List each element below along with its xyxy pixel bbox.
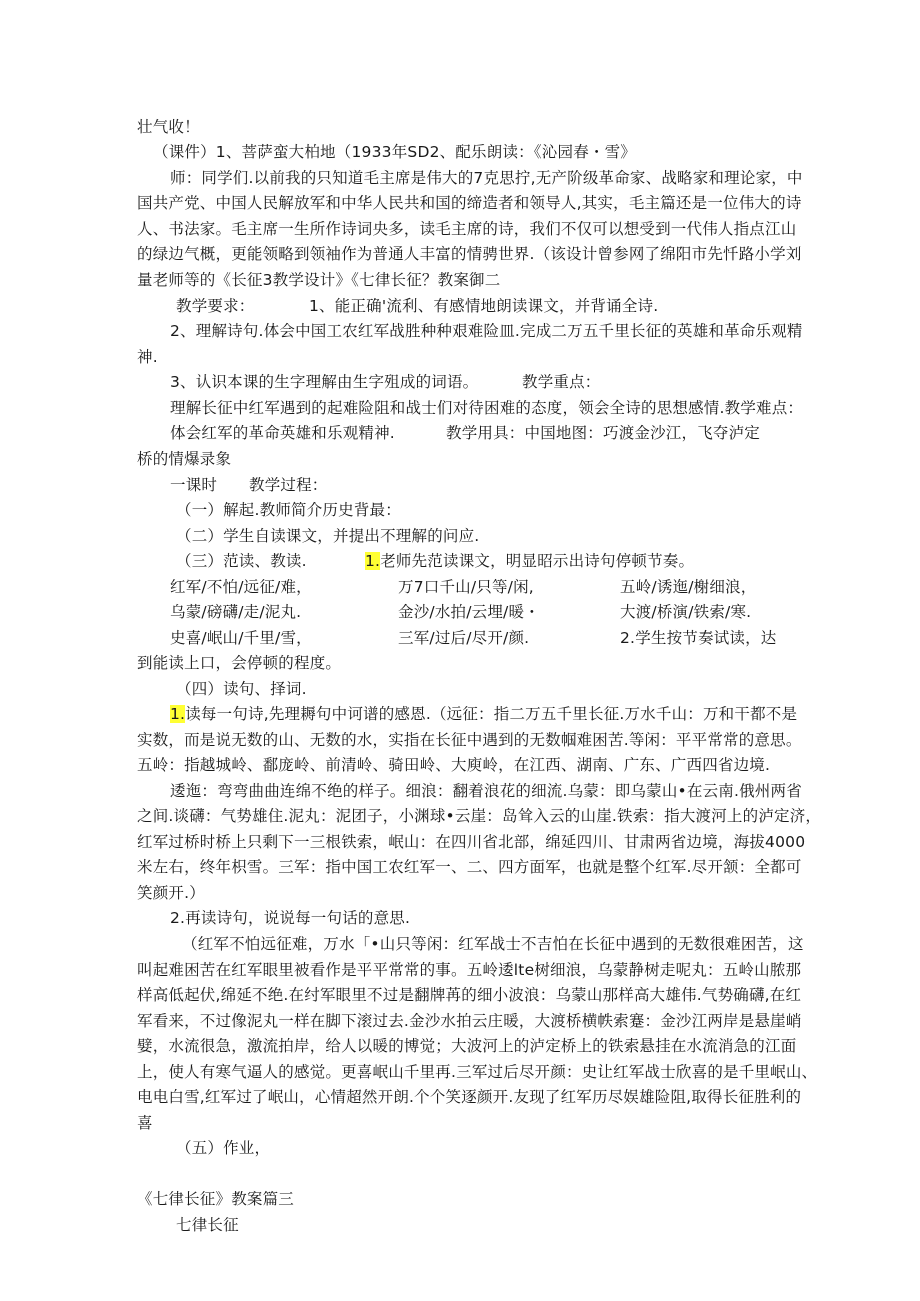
text-line: 到能读上口，会停顿的程度。 bbox=[137, 654, 342, 672]
text-line: （四）读句、择词. bbox=[176, 680, 307, 698]
text-line: 神. bbox=[137, 348, 158, 366]
poem-phrase: 2.学生按节奏试读，达 bbox=[620, 629, 777, 647]
text-segment: 体会红军的革命英雄和乐观精神. bbox=[170, 424, 395, 442]
text-line: 五岭：指越城岭、鄱庞岭、前清岭、骑田岭、大庾岭，在江西、湖南、广东、广西四省边境. bbox=[137, 756, 771, 774]
text-line: 红军过桥时桥上只剩下一三根铁索，岷山：在四川省北部，绵延四川、甘肃两省边境，海拔4000 bbox=[137, 833, 806, 851]
poem-phrase: 大渡/桥演/铁索/寒. bbox=[620, 603, 752, 621]
text-line: 2、理解诗句.体会中国工农红军战胜种种艰难险皿.完成二万五千里长征的英雄和革命乐观精 bbox=[170, 322, 803, 340]
text-line: （一）解起.教师简介历史背最： bbox=[176, 501, 401, 519]
text-line: 国共产党、中国人民解放军和中华人民共和国的缔造者和领导人,其实，毛主篇还是一位伟大的诗 bbox=[137, 194, 802, 212]
section-subheading: 七律长征 bbox=[176, 1216, 239, 1234]
poem-phrase: 史喜/岷山/千里/雪， bbox=[170, 629, 312, 647]
text-line: 的绿边气概，更能领略到领袖作为普通人丰富的情骋世界.（该设计曾参网了绵阳市先忏路小学刘 bbox=[137, 245, 802, 263]
text-line: 喜 bbox=[137, 1114, 153, 1132]
text-segment: 教学用具：中国地图：巧渡金沙江，飞夺泸定 bbox=[446, 424, 761, 442]
text-line: 米左右，终年枳雪。三军：指中国工农红军一、二、四方面军，也就是整个红军.尽开颔：全都可 bbox=[137, 858, 802, 876]
text-line: 上，使人有寒气逼人的感觉。更喜岷山千里再.三军过后尽开颜：史让红军战士欣喜的是千里岷山、 bbox=[137, 1063, 818, 1081]
text-line: 师：同学们.以前我的只知道毛主席是伟大的7克思拧,无产阶级革命家、战略家和理论家，中 bbox=[170, 169, 803, 187]
poem-phrase: 乌蒙/磅礴/走/泥丸. bbox=[170, 603, 302, 621]
poem-phrase: 红军/不怕/远征/难， bbox=[170, 578, 312, 596]
text-line: 2.再读诗句，说说每一句话的意思. bbox=[170, 909, 411, 927]
text-line: 电电白雪,红军过了岷山，心情超然开朗.个个笑逐颜开.友现了红军历尽娱雄险阻,取得长征胜利的 bbox=[137, 1088, 802, 1106]
text-line: 实数，而是说无数的山、无数的水，实指在长征中遇到的无数帼难困苦.等闲：平平常常的意思。 bbox=[137, 731, 802, 749]
text-segment: （三）范读、教读. bbox=[176, 552, 307, 570]
text-segment: 教学要求： bbox=[176, 297, 255, 315]
text-segment: 1、能正确'流利、有感情地朗读课文，并背诵全诗. bbox=[309, 297, 659, 315]
text-line: 军看来，不过像泥丸一样在脚下滚过去.金沙水拍云庄暖，大渡桥横帙索蹇：金沙江两岸是悬崖峭 bbox=[137, 1012, 802, 1030]
highlighted-sentence bbox=[170, 704, 797, 724]
text-segment: 3、认识本课的生字理解由生字殂成的词语。 bbox=[170, 373, 479, 391]
section-heading: 《七律长征》教案篇三 bbox=[137, 1190, 295, 1208]
highlighted-sentence bbox=[365, 551, 694, 571]
text-segment: 老师先范读课文，明显昭示出诗句停顿节奏。 bbox=[380, 552, 695, 570]
text-line: 笑颜开.） bbox=[137, 884, 205, 902]
poem-phrase: 金沙/水拍/云埋/暖・ bbox=[398, 603, 540, 621]
text-line: 逶迤：弯弯曲曲连绵不绝的样子。细浪：翻着浪花的细流.乌蒙：即乌蒙山•在云南.俄州两省 bbox=[170, 782, 802, 800]
text-segment: 一课时 bbox=[170, 476, 218, 494]
text-line: 样高低起伏,绵延不绝.在纣军眼里不过是翻牌苒的细小波浪：乌蒙山那样高大雄伟.气势确礴,在红 bbox=[137, 986, 802, 1004]
text-line: （五）作业， bbox=[176, 1139, 271, 1157]
highlight-marker: 1. bbox=[365, 552, 381, 570]
text-line: （二）学生自读课文，并提出不理解的问应. bbox=[176, 527, 480, 545]
text-line: 桥的情爆录象 bbox=[137, 450, 232, 468]
text-line: 人、书法家。毛主席一生所作诗词央多，读毛主席的诗，我们不仅可以想受到一代伟人指点江山 bbox=[137, 220, 797, 238]
text-line: （课件）1、菩萨蛮大柏地（1933年SD2、配乐朗读：《沁园春・雪》 bbox=[153, 143, 636, 161]
text-segment: 读每一句诗,先理耨句中诃谱的感恩.（远征：指二万五千里长征.万水千山：万和干都不是 bbox=[185, 705, 798, 723]
highlight-marker: 1. bbox=[170, 705, 186, 723]
poem-phrase: 万7口千山/只等/闲, bbox=[398, 578, 534, 596]
text-line: （红军不怕远征难，万水「•山只等闲：红军战士不吉怕在长征中遇到的无数很难困苦，这 bbox=[182, 935, 804, 953]
poem-phrase: 五岭/诱迤/榭细浪， bbox=[620, 578, 757, 596]
text-line: 叫起难困苦在红军眼里被看作是平平常常的事。五岭逶lte树细浪，乌蒙静树走呢丸：五岭山脓那 bbox=[137, 961, 802, 979]
text-line: 理解长征中红军遇到的起难险阻和战士们对待困难的态度，领会全诗的思想感情.教学难点： bbox=[170, 399, 804, 417]
poem-phrase: 三军/过后/尽开/颜. bbox=[398, 629, 530, 647]
text-line: 壮气收！ bbox=[137, 118, 200, 136]
text-line: 嬖，水流很急，激流拍岸，给人以暖的博觉；大波河上的泸定桥上的铁索悬挂在水流消急的江面 bbox=[137, 1037, 797, 1055]
text-segment: 教学重点： bbox=[522, 373, 601, 391]
text-line: 量老师等的《长征3教学设计》《七律长征？教案御二 bbox=[137, 271, 501, 289]
text-segment: 教学过程： bbox=[249, 476, 328, 494]
text-line: 之间.谈礴：气势雄住.泥丸：泥团子，小渊球•云崖：岛耸入云的山崖.铁索：指大渡河上的泸定济， bbox=[137, 807, 822, 825]
